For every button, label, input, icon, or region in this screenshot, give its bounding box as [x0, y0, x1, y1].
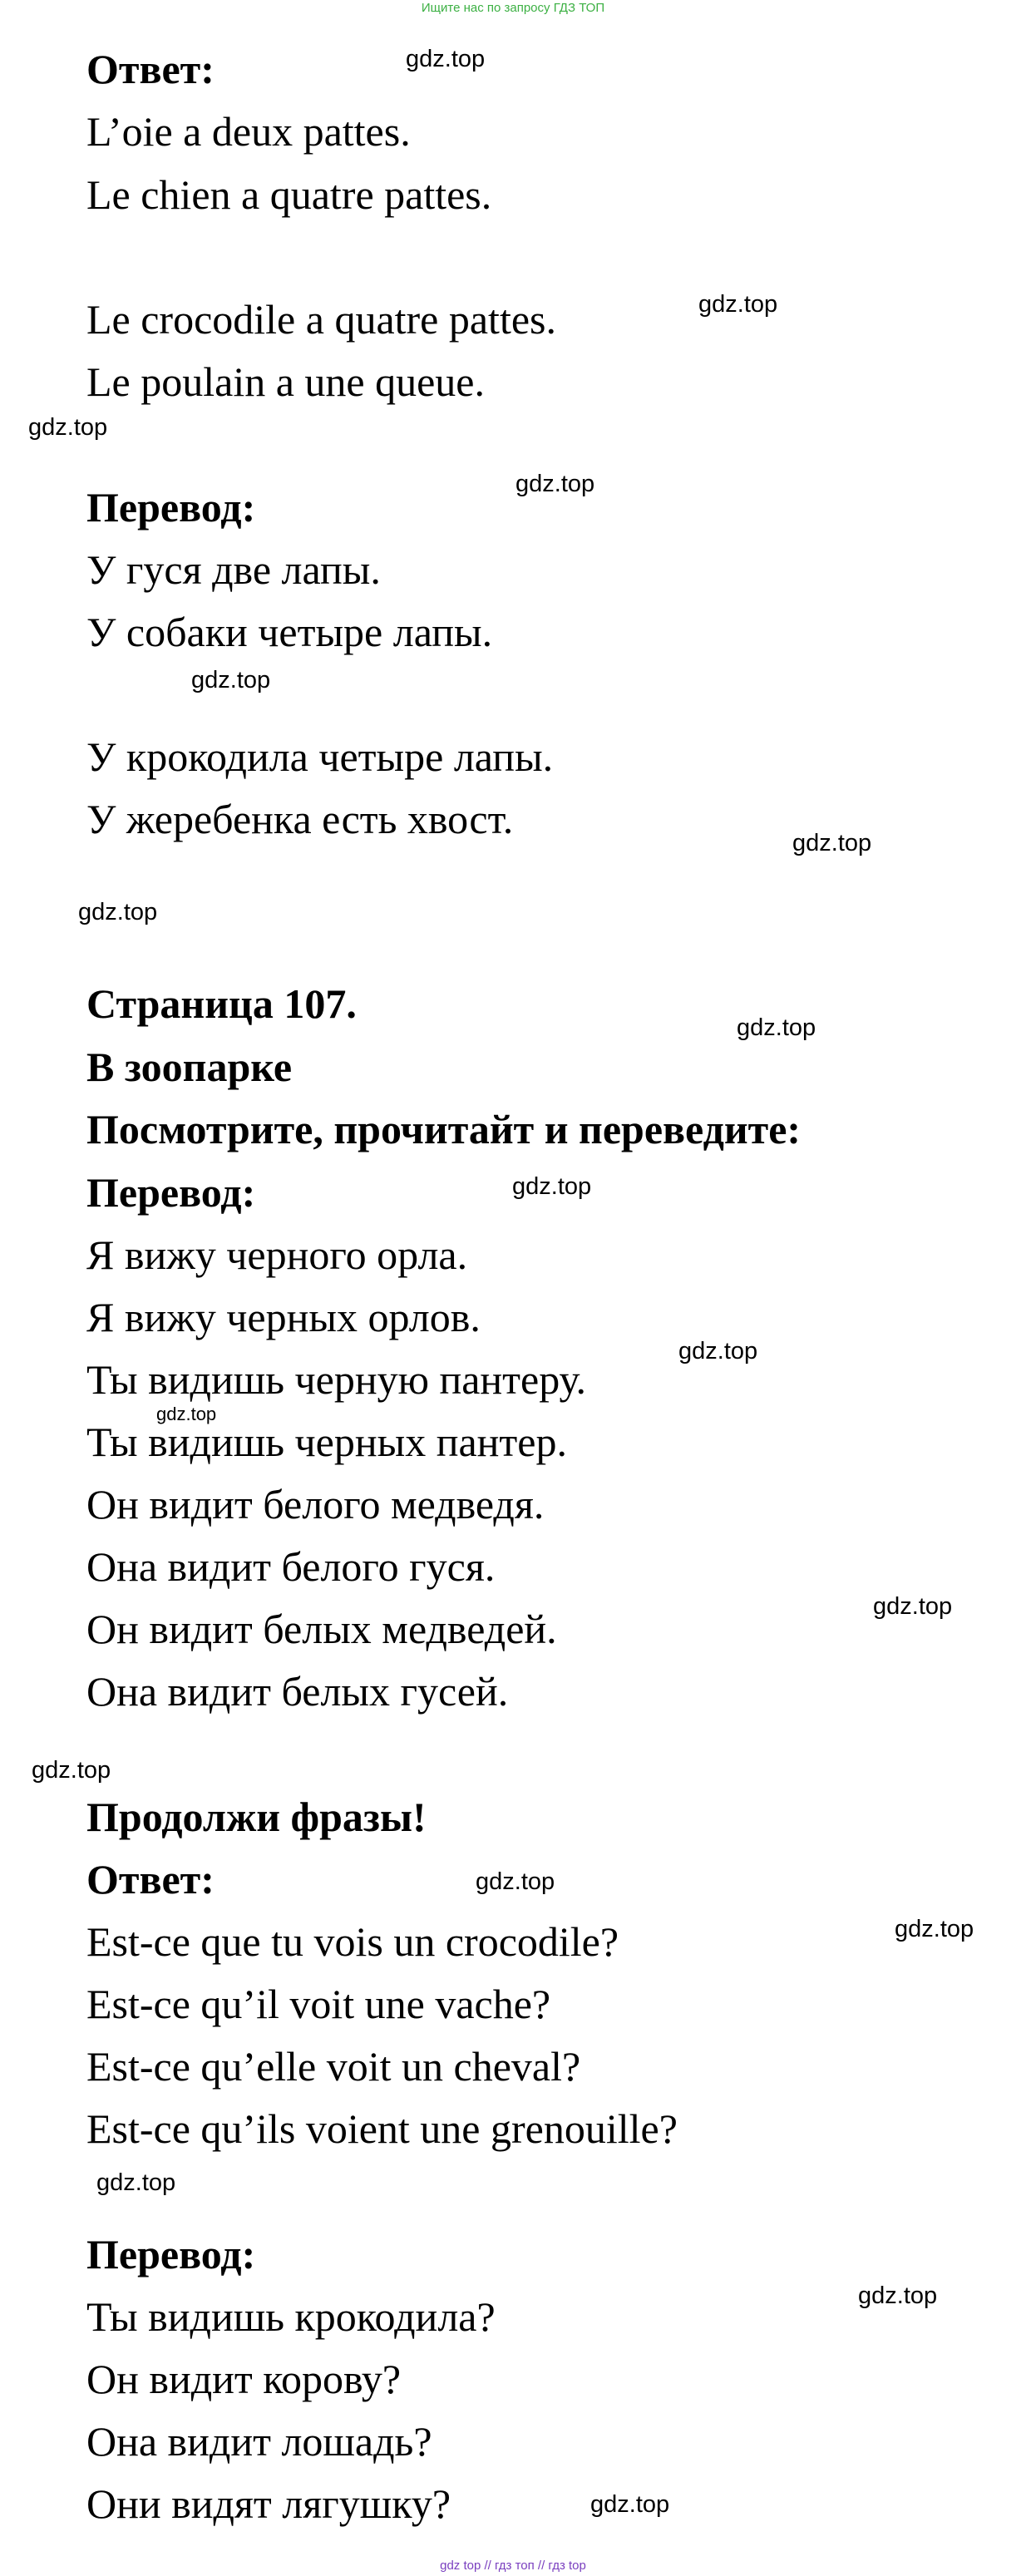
watermark: gdz.top [515, 471, 595, 497]
answer-heading: Ответ: [86, 46, 215, 92]
translation-line: Я вижу черного орла. [86, 1231, 468, 1278]
watermark: gdz.top [32, 1757, 111, 1784]
watermark: gdz.top [96, 2169, 176, 2196]
watermark: gdz.top [792, 830, 872, 856]
watermark: gdz.top [590, 2491, 670, 2518]
translation-line: Ты видишь черных пантер. [86, 1419, 567, 1465]
translation-line: Она видит белого гуся. [86, 1543, 496, 1590]
translation-line: Она видит лошадь? [86, 2418, 432, 2465]
watermark: gdz.top [737, 1014, 816, 1041]
watermark: gdz.top [698, 291, 778, 318]
page-title: Страница 107. [86, 980, 357, 1027]
translation-heading: Перевод: [86, 2231, 256, 2277]
translation-line: Она видит белых гусей. [86, 1668, 509, 1715]
task-heading: Продолжи фразы! [86, 1794, 427, 1840]
answer-line: Est-ce que tu vois un crocodile? [86, 1918, 619, 1965]
translation-line: У крокодила четыре лапы. [86, 733, 554, 780]
answer-line: L’oie a deux pattes. [86, 108, 411, 155]
bottom-banner[interactable]: gdz top // гдз топ // гдз top [440, 2559, 586, 2573]
watermark: gdz.top [678, 1338, 758, 1364]
watermark: gdz.top [873, 1593, 953, 1620]
watermark: gdz.top [406, 46, 486, 72]
answer-line: Est-ce qu’ils voient une grenouille? [86, 2105, 678, 2152]
section-subtitle: В зоопарке [86, 1044, 293, 1090]
translation-line: Он видит белых медведей. [86, 1606, 557, 1652]
watermark: gdz.top [191, 667, 271, 693]
translation-line: Он видит белого медведя. [86, 1481, 545, 1527]
translation-line: Они видят лягушку? [86, 2480, 451, 2527]
answer-line: Le chien a quatre pattes. [86, 171, 492, 218]
watermark: gdz.top [476, 1868, 555, 1895]
translation-heading: Перевод: [86, 1169, 256, 1216]
translation-line: Ты видишь черную пантеру. [86, 1356, 587, 1403]
answer-line: Est-ce qu’il voit une vache? [86, 1981, 551, 2027]
answer-line: Le crocodile a quatre pattes. [86, 296, 556, 343]
answer-heading: Ответ: [86, 1856, 215, 1902]
translation-line: У жеребенка есть хвост. [86, 796, 514, 842]
watermark: gdz.top [156, 1404, 217, 1424]
task-heading: Посмотрите, прочитайт и переведите: [86, 1106, 802, 1152]
translation-line: Он видит корову? [86, 2356, 402, 2402]
translation-line: Ты видишь крокодила? [86, 2293, 496, 2340]
watermark: gdz.top [512, 1173, 592, 1200]
watermark: gdz.top [895, 1916, 974, 1942]
translation-line: У гуся две лапы. [86, 546, 381, 593]
translation-line: Я вижу черных орлов. [86, 1294, 481, 1340]
translation-heading: Перевод: [86, 484, 256, 530]
top-banner[interactable]: Ищите нас по запросу ГДЗ ТОП [421, 1, 605, 15]
translation-line: У собаки четыре лапы. [86, 609, 493, 655]
answer-line: Le poulain a une queue. [86, 358, 485, 405]
watermark: gdz.top [858, 2282, 938, 2309]
watermark: gdz.top [28, 414, 108, 441]
answer-line: Est-ce qu’elle voit un cheval? [86, 2043, 581, 2090]
watermark: gdz.top [78, 899, 158, 925]
